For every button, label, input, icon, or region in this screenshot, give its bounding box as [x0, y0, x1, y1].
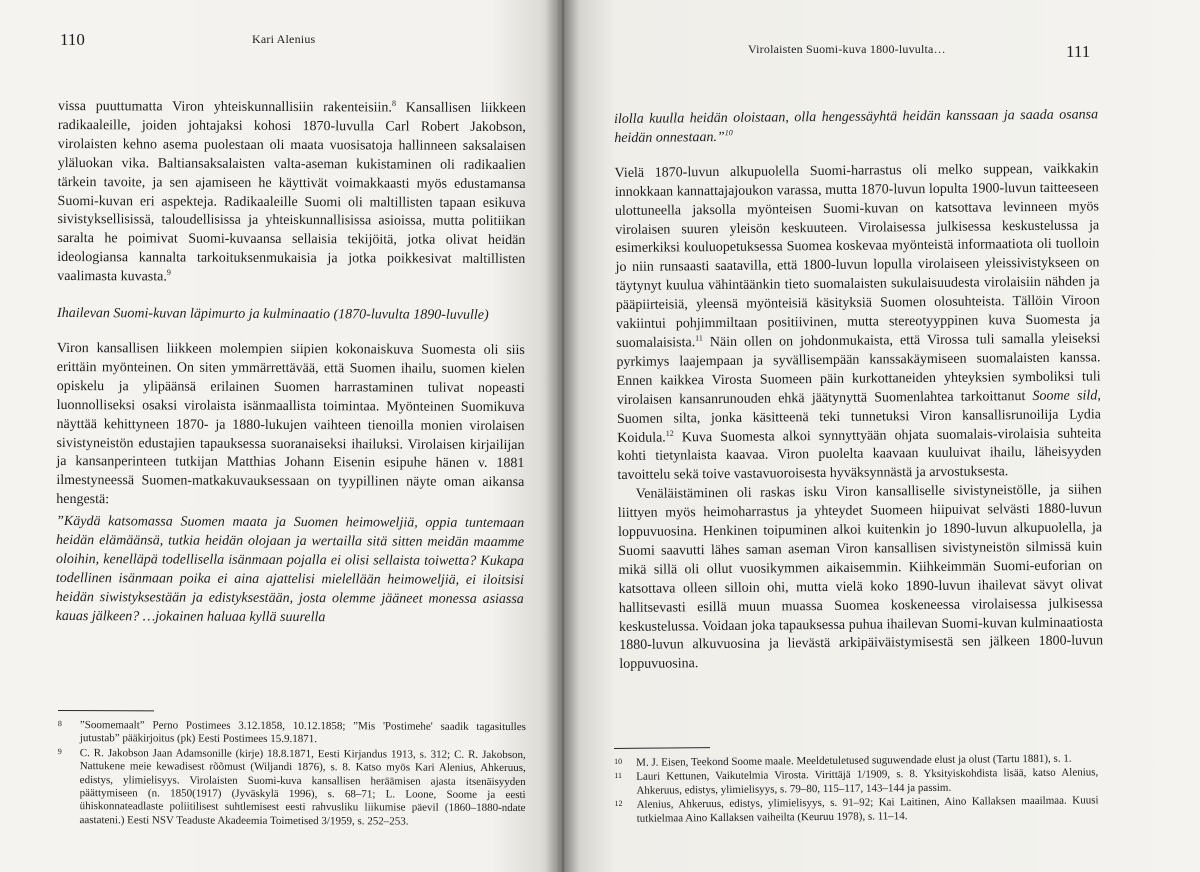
footnote-ref: 10: [724, 128, 733, 138]
footnote-text: M. J. Eisen, Teekond Soome maale. Meeldetuletused suguwendade elust ja olust (Tartu 1881), s. 1.: [636, 752, 1072, 769]
footnote-number: 12: [614, 799, 623, 809]
footnote-text: ”Soomemaalt” Perno Postimees 3.12.1858, 10.12.1858; ”Mis 'Postimehe' saadik tagasitulles jutustab” pääkirjoitus (pk) Eesti Postimees 15.9.1871.: [79, 719, 526, 746]
body-paragraph: Venäläistäminen oli raskas isku Viron kansalliselle sivistyneistölle, ja siihen liittyen myös heimoharrastus ja yhteydet Suomeen hiipuivat selvästi 1880-luvun loppuvuosina. Henkinen toipuminen alkoi kuitenkin jo 1890-luvun alkupuolella, ja Suomi saavutti lähes saman aseman Viron kansallisen sivistyneistön silmissä kuin mikä sillä oli ollut vuosikymmen aikaisemmin. Kiihkeimmän Suomi-euforian on katsottava olleen silloin ohi, mutta vielä koko 1890-luvun ihailevat sävyt olivat hallitsevasti esillä muun muassa Suomea koskeneessa virolaisessa julkisessa keskustelussa. Voidaan joka tapauksessa puhua ihailevan Suomi-kuvan kulminaatiosta 1880-luvun alkuvuosina ja lievästä arkipäiväistymisestä sen jälkeen 1800-luvun loppuvuosina.: [617, 482, 1104, 673]
block-quote-continued: [614, 106, 1098, 148]
left-page-number: 110: [60, 30, 85, 49]
left-footnotes: [57, 710, 526, 830]
body-paragraph: [615, 160, 1102, 486]
footnote-number: 11: [614, 771, 623, 781]
footnote-number: 9: [57, 746, 62, 756]
section-heading: Ihailevan Suomi-kuvan läpimurto ja kulminaatio (1870-luvulta 1890-luvulle): [57, 306, 489, 323]
left-running-head: Kari Alenius: [252, 32, 316, 46]
quote-text: ilolla kuulla heidän oloistaan, olla hengessäyhtä heidän kanssaan ja saada osansa heidän onnestaan.”: [614, 107, 1099, 146]
paragraph-text: Kansallisen liikkeen radikaaleille, joiden johtajaksi kohosi 1870-luvulla Carl Robert Jakobson, virolaisten kehno asema puolestaan oli maata vuosisatoja hallinneen saksalaisen yläluokan vika. Baltiansaksalaisten valta-aseman kukistaminen oli radikaalien tärkein tavoite, ja sen ajamiseen he käyttivät voimakkaasti myös edustamansa Suomi-kuvan eri aspekteja. Radikaaleille Suomi oli maltillisten tapaan esikuva sivistyksellisissä, taloudellisissa ja yhteiskunnallisissa asioissa, mutta politiikan saralta he poimivat Suomi-kuvaansa sellaisia tekijöitä, jotka olivat heidän ideologiansa kannalta tarkoituksenmukaisia ja jotka poikkesivat maltillisten vaalimasta kuvasta.: [57, 100, 526, 285]
footnote-rule: [58, 710, 154, 711]
paragraph-text: , Suomen silta, jonka käsitteenä teki tunnetuksi Viron kansallisrunoilija Lydia Koidula.: [616, 388, 1102, 446]
footnote: [614, 767, 1098, 798]
paragraph-text: Vielä 1870-luvun alkupuolella Suomi-harrastus oli melko suppean, vaikkakin innokkaan kannattajajoukon varassa, mutta 1870-luvun lopulta 1900-luvun taitteeseen ulottuneella jaksolla myönteisen Suomi-kuvan on katsottava levinneen myös virolaisen suuren yleisön keskuuteen. Virolaisessa julkisessa keskustelussa ja esimerkiksi kouluopetuksessa Suomea koskevaa myönteistä informaatiota oli tuolloin jo niin runsaasti saatavilla, että 1800-luvun lopulla virolaiseen yleissivistykseen on täytynyt kuulua vähintäänkin tieto suomalaisten sukulaisuudesta virolaisiin nähden ja pääpiirteisiä, yleensä myönteisiä käsityksiä Suomen olosuhteista. Tällöin Viroon vakiintui pohjimmiltaan positiivinen, mutta stereotyyppinen kuva Suomesta ja suomalaisista.: [614, 161, 1101, 351]
left-page-body: [56, 98, 526, 629]
paragraph-text: vissa puuttumatta Viron yhteiskunnallisiin rakenteisiin.: [57, 98, 392, 116]
paragraph-text: Kuva Suomesta alkoi synnyttyään ohjata suomalais-virolaisia suhteita kohti tietynlaista kaavaa. Viron puolelta kaavaan kuuluivat ihailu, läheisyyden tavoittelu sekä toive vastavuoroisesta hyväksynnästä ja arvostuksesta.: [617, 425, 1102, 484]
block-quote: ”Käydä katsomassa Suomen maata ja Suomen heimoweljiä, oppia tuntemaan heidän elämäänsä, tutkia heidän olojaan ja wertailla sitä sitten meidän maamme oloihin, kenelläpä todellisella isänmaan pojalla ei olisi sellaista toiwetta? Kukapa todellinen isänmaan poika ei aina ajattelisi mielellään heimoweljiä, ei iloitsisi heidän siwistyksestään ja edistyksestään, josta olemme jääneet monessa asiassa kauas jälkeen? …jokainen haluaa kyllä suurella: [55, 514, 525, 625]
footnote-ref: 9: [166, 267, 171, 277]
right-footnotes: [614, 743, 1099, 827]
footnote-ref: 11: [695, 333, 703, 343]
right-page-number: 111: [1066, 42, 1091, 61]
footnote-rule: [614, 747, 710, 749]
footnote-text: Lauri Kettunen, Vaikutelmia Virosta. Virittäjä 1/1909, s. 8. Yksityiskohdista lisää, katso Alenius, Ahkeruus, edistys, ylimielisyys, s. 79–80, 115–117, 143–144 ja passim.: [636, 766, 1099, 797]
footnote-ref: 12: [665, 428, 674, 438]
footnote: [58, 719, 526, 748]
right-page-body: [614, 103, 1103, 675]
body-paragraph: [57, 98, 526, 289]
footnote-number: 10: [614, 756, 623, 766]
footnote-text: Alenius, Ahkeruus, edistys, ylimielisyys, s. 91–92; Kai Laitinen, Aino Kallaksen maailmaa. Kuusi tutkielmaa Aino Kallaksen vaiheilta (Keuruu 1978), s. 11–14.: [636, 794, 1099, 825]
footnote: [614, 795, 1098, 826]
italic-term: Soome sild: [1032, 388, 1098, 404]
paragraph-text: Näin ollen on johdonmukaista, että Virossa tuli samalla yleiseksi pyrkimys laajempaan ja syvällisempään kanssakäymiseen suomalaisten kanssa. Ennen kaikkea Virosta Suomeen päin kurkottaneiden yhteyksien symboliksi tuli virolaisen kansanrunouden ehkä jäätynyttä Suomenlahtea tarkoittanut: [616, 331, 1101, 408]
footnote: [57, 747, 525, 829]
footnote-number: 8: [57, 718, 62, 729]
footnote-ref: 8: [391, 98, 396, 108]
right-running-head: Virolaisten Suomi-kuva 1800-luvulta…: [748, 42, 946, 56]
footnote-text: C. R. Jakobson Jaan Adamsonille (kirje) 18.8.1871, Eesti Kirjandus 1913, s. 312; C. R. Jakobson, Nattukene meie kewadisest rõõmust (Wiljandi 1876), s. 8. Katso myös Kari Alenius, Ahkeruus, edistys, ylimielisyys. Virolaisten Suomi-kuva kansallisen heräämisen ajasta itsenäisyyden päättymiseen (n. 1850(1917) (Jyväskylä 1996), s. 68–71; L. Loone, Soome ja eesti ühiskonnateadlaste poliitilisest suhtlemisest eesti rahvusliku liikumise päevil (1860–1880-ndate aastateni.) Eesti NSV Teaduste Akadeemia Toimetised 3/1959, s. 252–253.: [79, 746, 526, 828]
body-paragraph: Viron kansallisen liikkeen molempien siipien kokonaiskuva Suomesta oli siis erittäin myönteinen. On siten ymmärrettävää, että Suomen ihailu, suomen kielen opiskelu ja ylipäänsä erilainen Suomen harrastaminen tulivat nopeasti luonnolliseksi osaksi virolaista isänmaallista toimintaa. Myönteinen Suomikuva näyttää kehittyneen 1870- ja 1880-lukujen vaihteen tienoilla monien virolaisen sivistyneistön edustajien tapauksessa suoranaiseksi ihailuksi. Virolaisen kirjailijan ja kansanperinteen tutkijan Matthias Johann Eisenin esipuhe hänen v. 1881 ilmestyneessä Suomen-matkakuvauksessaan on tyypillinen näyte oman aikansa hengestä:: [56, 340, 525, 508]
